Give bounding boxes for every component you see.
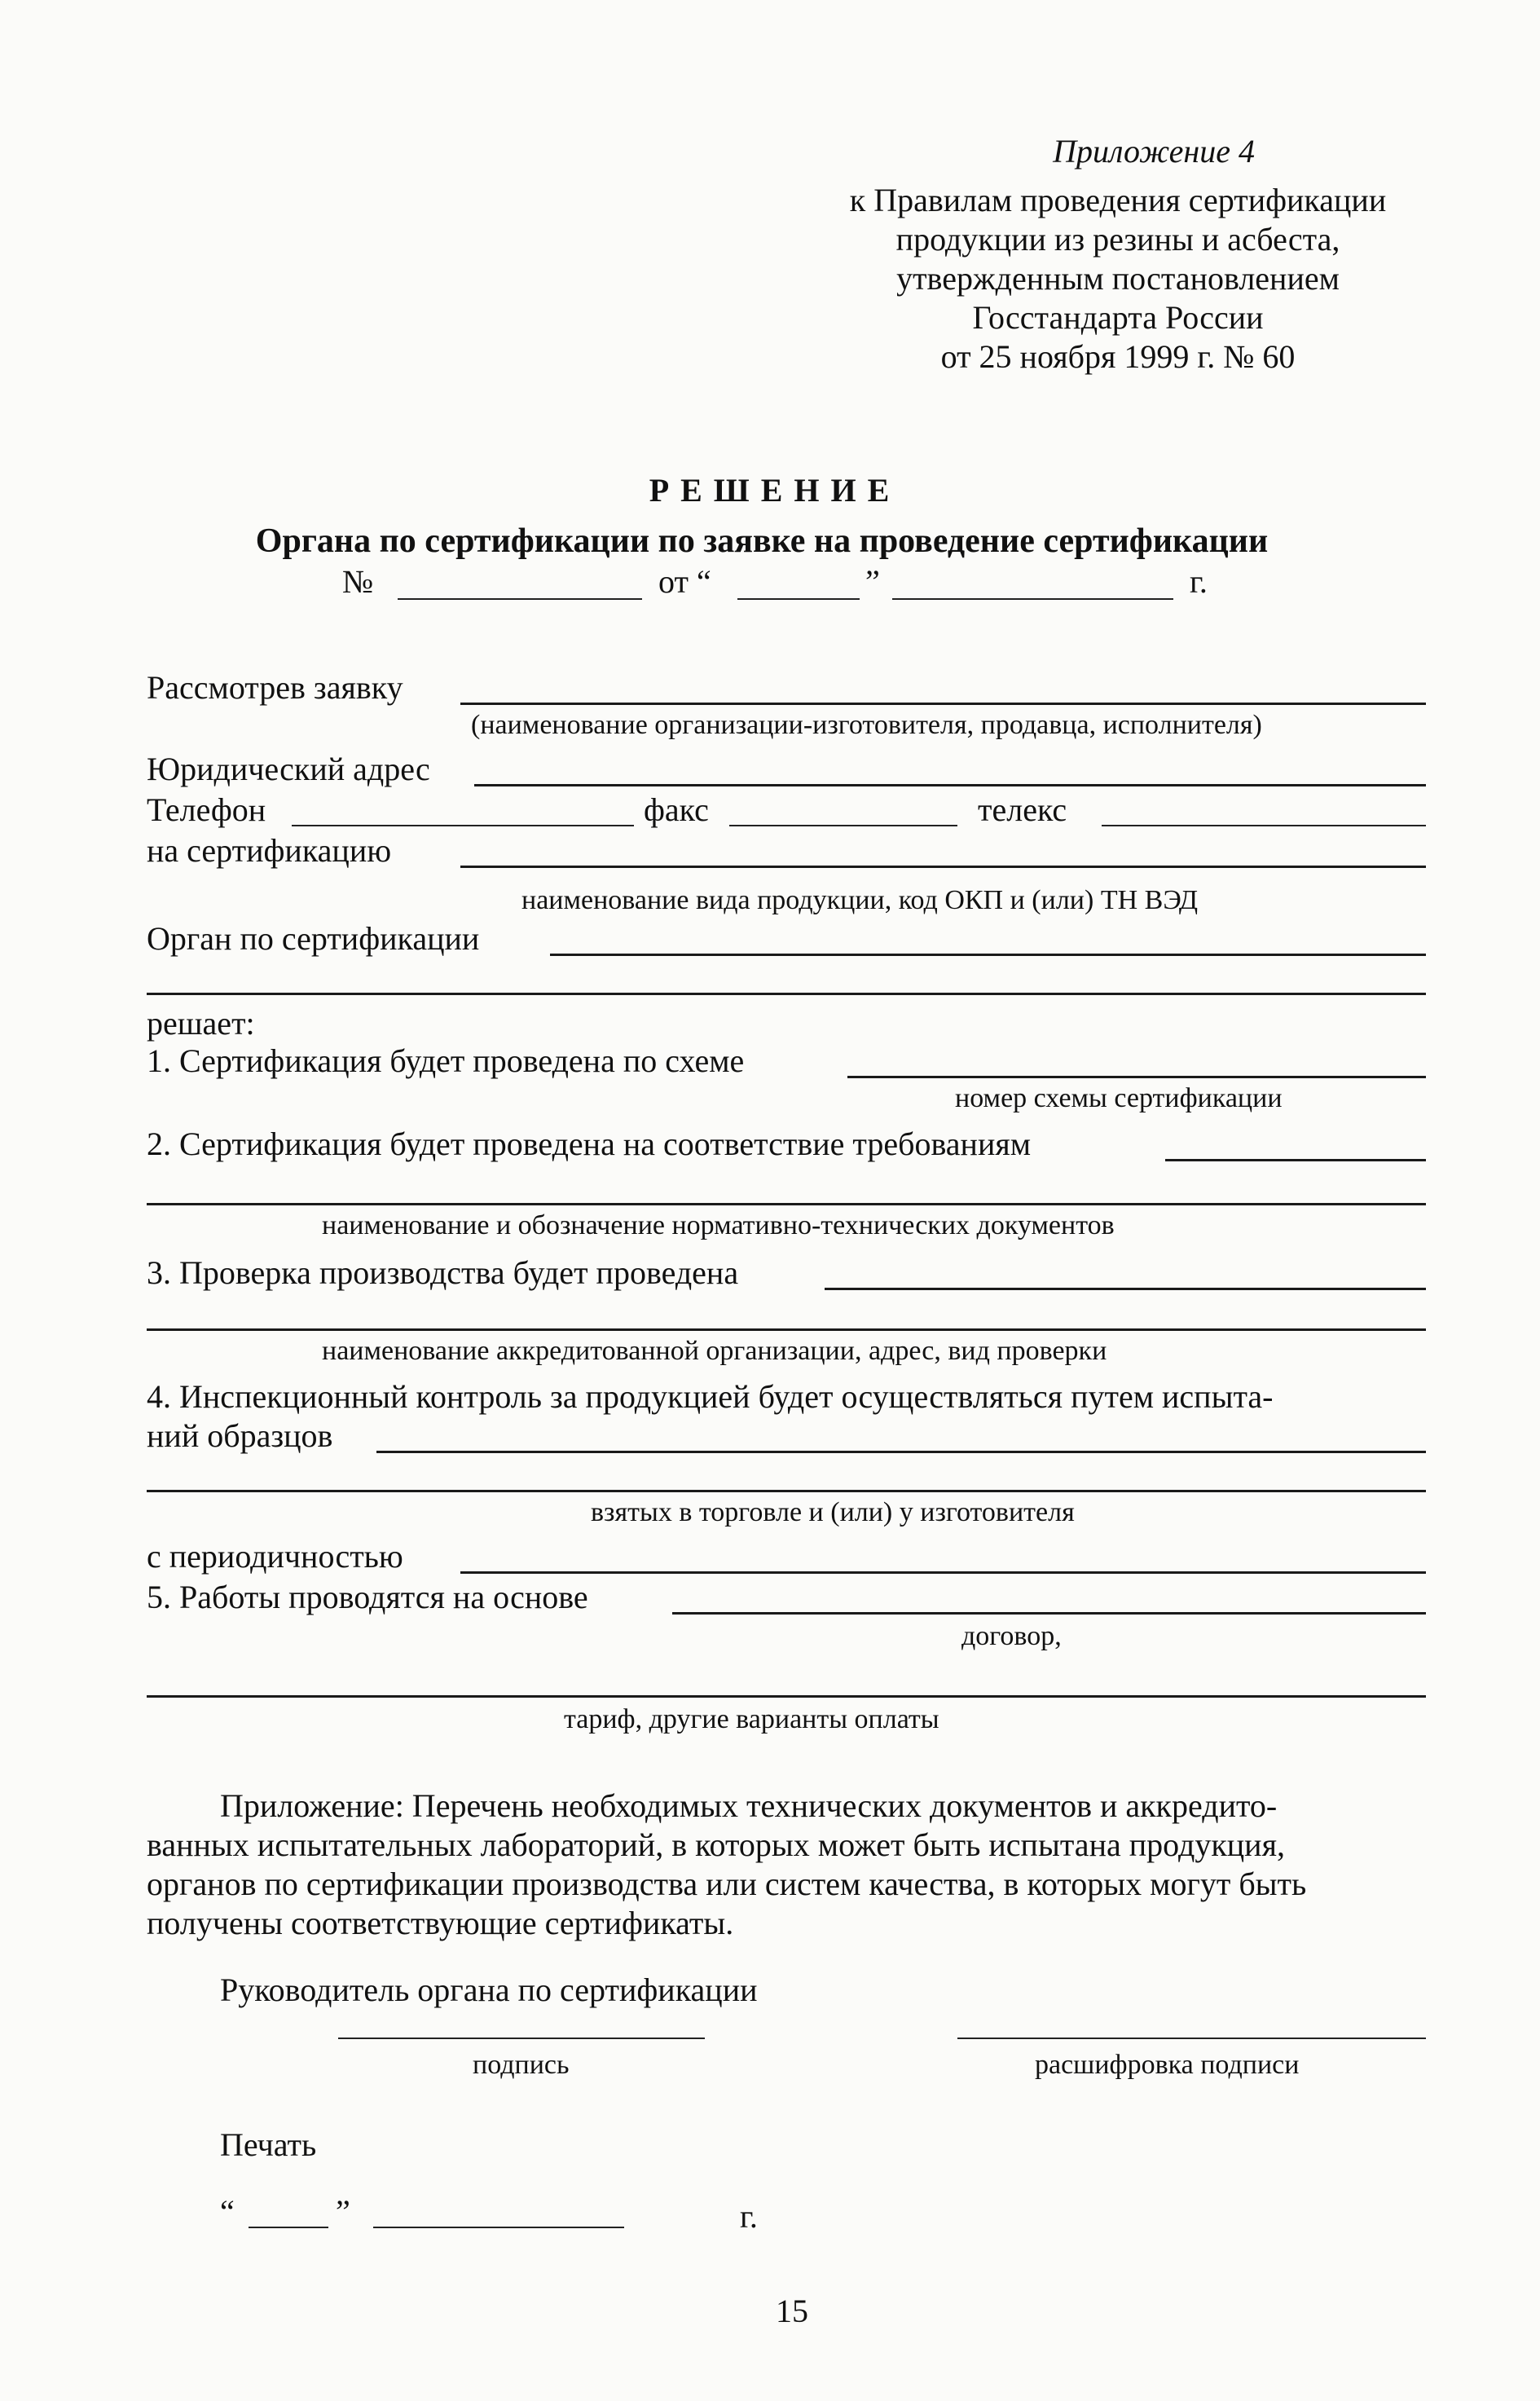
signature-hint: подпись <box>473 2050 570 2080</box>
header-line-1: к Правилам проведения сертификации <box>849 182 1387 218</box>
seal-label: Печать <box>220 2126 317 2163</box>
document-title: Р Е Ш Е Н И Е <box>649 472 891 509</box>
samples-field[interactable] <box>376 1451 1426 1453</box>
applicant-hint: (наименование организации-изготовителя, продавца, исполнителя) <box>471 710 1262 740</box>
production-check-field[interactable] <box>825 1288 1426 1290</box>
fax-label: факс <box>644 791 709 828</box>
sign-date-open-quote: “ <box>220 2193 235 2230</box>
for-certification-label: на сертификацию <box>147 832 392 869</box>
item-2-text: 2. Сертификация будет проведена на соответствие требованиям <box>147 1126 1032 1162</box>
page-number: 15 <box>776 2293 808 2329</box>
certification-body-field-2[interactable] <box>147 993 1426 995</box>
telex-field[interactable] <box>1102 825 1426 826</box>
basis-hint-2: тариф, другие варианты оплаты <box>564 1704 939 1734</box>
signature-decode-field[interactable] <box>957 2038 1426 2039</box>
basis-field[interactable] <box>672 1612 1426 1615</box>
date-quote-close: ” <box>865 563 880 600</box>
signature-decode-hint: расшифровка подписи <box>1035 2050 1300 2080</box>
periodicity-field[interactable] <box>460 1571 1426 1574</box>
date-month-field[interactable] <box>892 598 1173 600</box>
production-check-field-2[interactable] <box>147 1328 1426 1331</box>
header-line-3: утвержденным постановлением <box>896 260 1340 297</box>
item-4-text-line-1: 4. Инспекционный контроль за продукцией будет осуществляться путем испыта- <box>147 1378 1274 1415</box>
item-3-text: 3. Проверка производства будет проведена <box>147 1254 739 1291</box>
reviewed-label: Рассмотрев заявку <box>147 669 403 706</box>
item-1-text: 1. Сертификация будет проведена по схеме <box>147 1042 745 1079</box>
signature-field[interactable] <box>338 2038 705 2039</box>
number-field[interactable] <box>398 598 642 600</box>
sign-date-close-quote: ” <box>336 2193 350 2230</box>
samples-hint: взятых в торговле и (или) у изготовителя <box>591 1497 1075 1527</box>
phone-label: Телефон <box>147 791 266 828</box>
product-hint: наименование вида продукции, код ОКП и (или) ТН ВЭД <box>521 885 1199 915</box>
decides-label: решает: <box>147 1005 255 1042</box>
sign-date-day-field[interactable] <box>249 2227 328 2228</box>
phone-field[interactable] <box>292 825 634 826</box>
appendix-note-line-3: органов по сертификации производства или систем качества, в которых могут быть <box>147 1866 1307 1902</box>
scheme-field[interactable] <box>847 1076 1426 1078</box>
item-4-text-line-2: ний образцов <box>147 1417 333 1454</box>
head-label: Руководитель органа по сертификации <box>220 1971 758 2008</box>
appendix-note-line-1: Приложение: Перечень необходимых технических документов и аккредито- <box>220 1787 1278 1824</box>
certification-body-label: Орган по сертификации <box>147 920 480 957</box>
header-line-2: продукции из резины и асбеста, <box>895 221 1340 258</box>
header-line-5: от 25 ноября 1999 г. № 60 <box>940 338 1296 375</box>
basis-field-2[interactable] <box>147 1695 1426 1698</box>
appendix-label: Приложение 4 <box>1053 133 1255 170</box>
document-subtitle: Органа по сертификации по заявке на проведение сертификации <box>255 522 1269 560</box>
appendix-note-line-4: получены соответствующие сертификаты. <box>147 1905 734 1941</box>
legal-address-field[interactable] <box>474 784 1426 786</box>
production-check-hint: наименование аккредитованной организации, адрес, вид проверки <box>322 1336 1107 1366</box>
requirements-field-2[interactable] <box>147 1203 1426 1205</box>
periodicity-label: с периодичностью <box>147 1538 403 1575</box>
requirements-hint: наименование и обозначение нормативно-технических документов <box>322 1210 1115 1240</box>
item-5-text: 5. Работы проводятся на основе <box>147 1579 588 1615</box>
scheme-hint: номер схемы сертификации <box>955 1083 1283 1113</box>
applicant-field[interactable] <box>460 703 1426 705</box>
legal-address-label: Юридический адрес <box>147 751 430 787</box>
certification-body-field[interactable] <box>550 954 1426 956</box>
telex-label: телекс <box>978 791 1067 828</box>
date-day-field[interactable] <box>737 598 860 600</box>
number-label: № <box>342 563 374 600</box>
basis-hint-1: договор, <box>961 1621 1062 1651</box>
year-suffix: г. <box>1190 563 1208 600</box>
product-field[interactable] <box>460 866 1426 868</box>
header-line-4: Госстандарта России <box>972 299 1264 336</box>
sign-year-suffix: г. <box>740 2198 758 2235</box>
requirements-field[interactable] <box>1165 1159 1426 1161</box>
fax-field[interactable] <box>729 825 957 826</box>
appendix-note-line-2: ванных испытательных лабораторий, в которых может быть испытана продукция, <box>147 1826 1285 1863</box>
date-label: от “ <box>658 563 711 600</box>
samples-field-2[interactable] <box>147 1490 1426 1492</box>
sign-date-month-field[interactable] <box>373 2227 624 2228</box>
